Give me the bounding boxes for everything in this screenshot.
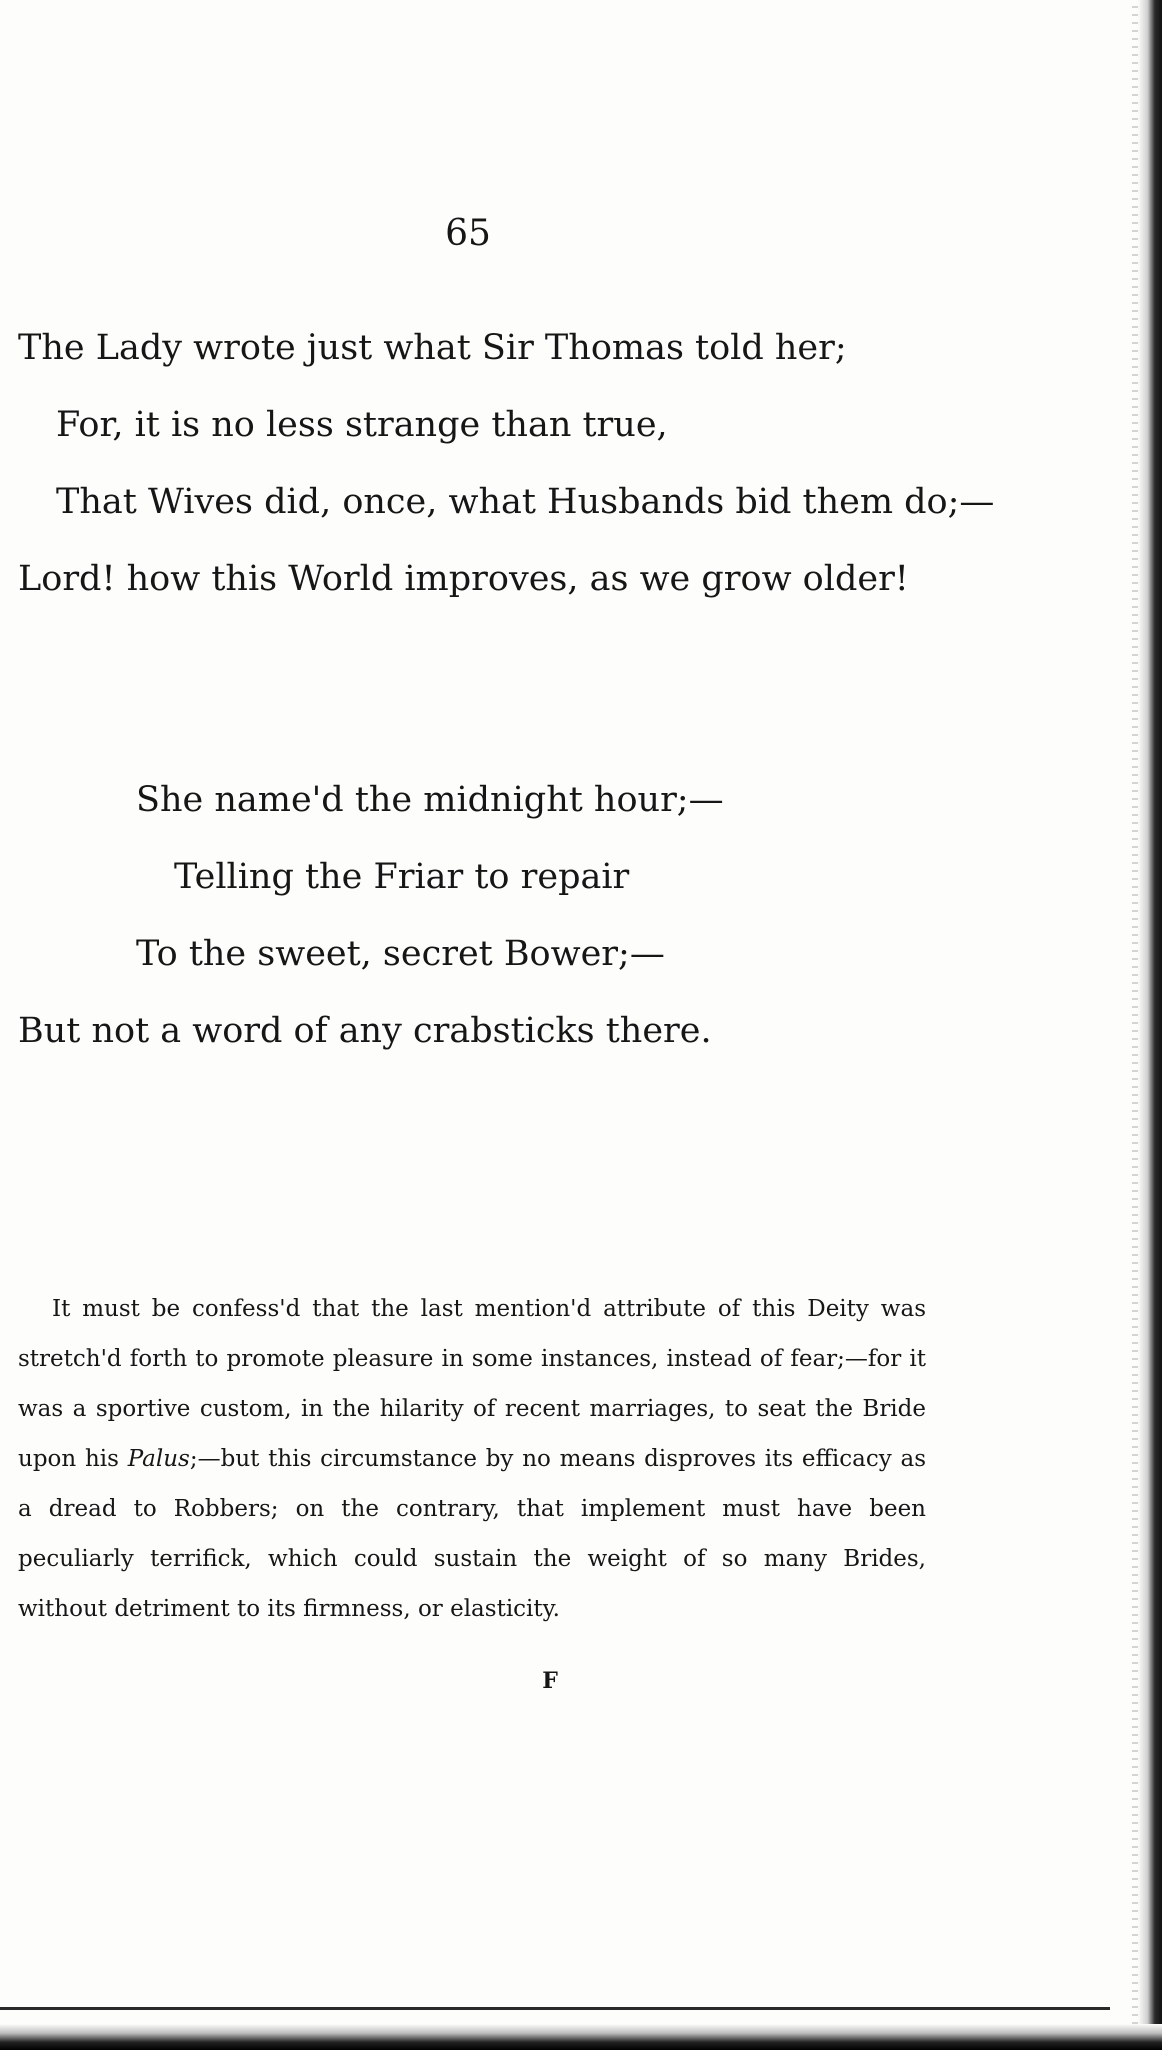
footnote <box>18 1284 926 1634</box>
footnote-text-start: It must be confess'd that the last mention'd attribute of this Deity was stretch'd forth to promote pleasure in some instances, instead of fear;—for it was a sportive custom, in the hilarity of recent marriages, to seat the Bride upon his <box>18 1296 926 1472</box>
footnote-paragraph <box>18 1284 926 1634</box>
stanza2-line3: To the sweet, secret Bower;— <box>136 934 665 974</box>
stanza1-line2: For, it is no less strange than true, <box>56 405 668 445</box>
footnote-italic-word: Palus <box>127 1446 190 1472</box>
page-number: 65 <box>445 213 491 254</box>
bottom-scan-edge <box>0 2024 1162 2050</box>
stanza2-line4: But not a word of any crabsticks there. <box>18 1011 712 1051</box>
signature-mark: F <box>542 1668 558 1694</box>
stanza2-line1: She name'd the midnight hour;— <box>136 780 724 820</box>
footnote-text-end: ;—but this circumstance by no means disproves its efficacy as a dread to Robbers; on the contrary, that implement must have been peculiarly terrifick, which could sustain the weight of so many Brides, without detriment to its firmness, or elasticity. <box>18 1446 926 1622</box>
stanza1-line3: That Wives did, once, what Husbands bid them do;— <box>56 482 995 522</box>
stanza1-line1: The Lady wrote just what Sir Thomas told her; <box>18 328 847 368</box>
page-bottom-rule <box>0 2007 1110 2010</box>
stanza1-line4: Lord! how this World improves, as we grow older! <box>18 559 909 599</box>
stanza2-line2: Telling the Friar to repair <box>174 857 630 897</box>
right-scan-edge <box>1138 0 1162 2050</box>
